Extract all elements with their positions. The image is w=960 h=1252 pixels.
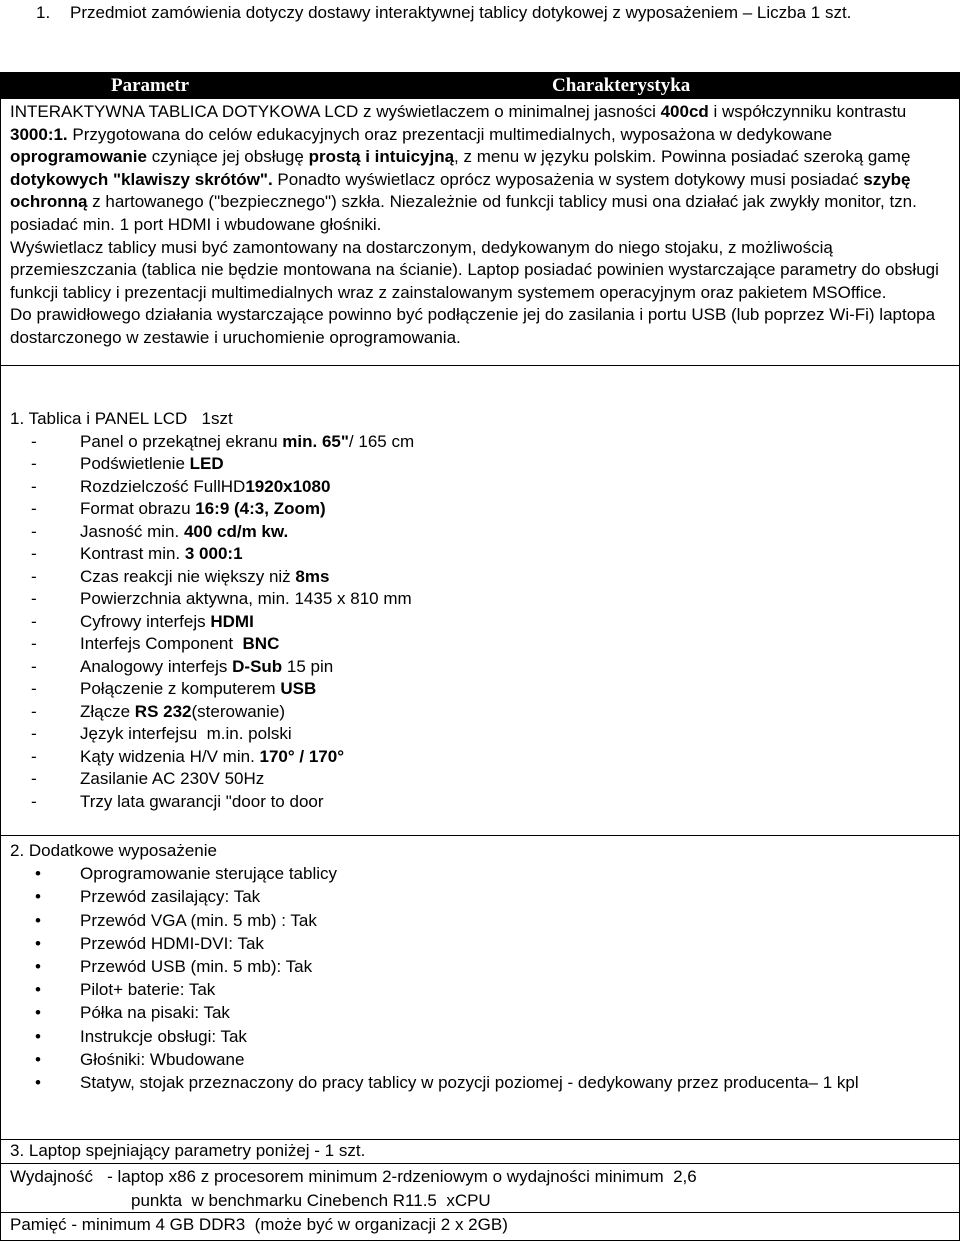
spec-list-item: - Rozdzielczość FullHD1920x1080	[10, 476, 953, 499]
performance-line-2: punkta w benchmarku Cinebench R11.5 xCPU	[131, 1191, 491, 1210]
spec-list-item: - Analogowy interfejs D-Sub 15 pin	[10, 656, 953, 679]
equipment-list-item: • Oprogramowanie sterujące tablicy	[10, 862, 953, 885]
spec-list-item: - Jasność min. 400 cd/m kw.	[10, 521, 953, 544]
equipment-list-item: • Statyw, stojak przeznaczony do pracy tablicy w pozycji poziomej - dedykowany przez producenta– 1 kpl	[10, 1071, 953, 1094]
spec-list-item: - Złącze RS 232(sterowanie)	[10, 701, 953, 724]
header-charakterystyka: Charakterystyka	[552, 75, 691, 96]
equipment-list-item: • Przewód USB (min. 5 mb): Tak	[10, 955, 953, 978]
equipment-list-item: • Półka na pisaki: Tak	[10, 1001, 953, 1024]
equipment-list-item: • Głośniki: Wbudowane	[10, 1048, 953, 1071]
equipment-list-item: • Pilot+ baterie: Tak	[10, 978, 953, 1001]
spec-list-item: - Panel o przekątnej ekranu min. 65"/ 165 cm	[10, 431, 953, 454]
section-3-title: 3. Laptop spejniający parametry poniżej - 1 szt.	[1, 1140, 959, 1164]
specification-table	[0, 72, 960, 1241]
spec-list-item: - Kąty widzenia H/V min. 170° / 170°	[10, 746, 953, 769]
spec-list-item: - Język interfejsu m.in. polski	[10, 723, 953, 746]
section-1-list	[10, 431, 953, 814]
heading-number: 1.	[36, 3, 51, 22]
spec-list-item: - Cyfrowy interfejs HDMI	[10, 611, 953, 634]
performance-line-1: Wydajność - laptop x86 z procesorem minimum 2-rdzeniowym o wydajności minimum 2,6	[10, 1167, 697, 1186]
spec-list-item: - Powierzchnia aktywna, min. 1435 x 810 mm	[10, 588, 953, 611]
memory-row: Pamięć - minimum 4 GB DDR3 (może być w organizacji 2 x 2GB)	[1, 1213, 959, 1241]
section-1-cell	[1, 366, 959, 836]
heading-text: Przedmiot zamówienia dotyczy dostawy interaktywnej tablicy dotykowej z wyposażeniem – Liczba 1 szt.	[70, 3, 852, 22]
equipment-list-item: • Przewód zasilający: Tak	[10, 885, 953, 908]
equipment-list-item: • Instrukcje obsługi: Tak	[10, 1025, 953, 1048]
spec-list-item: - Format obrazu 16:9 (4:3, Zoom)	[10, 498, 953, 521]
performance-row	[1, 1164, 959, 1213]
section-2-list	[10, 862, 953, 1094]
equipment-list-item: • Przewód VGA (min. 5 mb) : Tak	[10, 909, 953, 932]
section-2-cell	[1, 836, 959, 1140]
spec-list-item: - Podświetlenie LED	[10, 453, 953, 476]
spec-list-item: - Interfejs Component BNC	[10, 633, 953, 656]
spec-list-item: - Trzy lata gwarancji "door to door	[10, 791, 953, 814]
section-2-title: 2. Dodatkowe wyposażenie	[10, 841, 217, 860]
spec-list-item: - Połączenie z komputerem USB	[10, 678, 953, 701]
equipment-list-item: • Przewód HDMI-DVI: Tak	[10, 932, 953, 955]
description-paragraph-1: INTERAKTYWNA TABLICA DOTYKOWA LCD z wyświetlaczem o minimalnej jasności 400cd i współczynniku kontrastu 3000:1. Przygotowana do celów edukacyjnych oraz prezentacji multimedialnych, wyposażona w dedykowane oprogramowanie czyniące jej obsługę prostą i intuicyjną, z menu w języku polskim. Powinna posiadać szeroką gamę dotykowych "klawiszy skrótów". Ponadto wyświetlacz oprócz wyposażenia w system dotykowy musi posiadać szybę ochronną z hartowanego ("bezpiecznego") szkła. Niezależnie od funkcji tablicy musi ona działać jak zwykły monitor, tzn. posiadać min. 1 port HDMI i wbudowane głośniki.	[10, 102, 917, 234]
description-paragraph-2: Wyświetlacz tablicy musi być zamontowany na dostarczonym, dedykowanym do niego stojaku, z możliwością przemieszczania (tablica nie będzie montowana na ścianie). Laptop posiadać powinien wystarczające parametry do obsługi funkcji tablicy i prezentacji multimedialnych wraz z zainstalowanym systemem operacyjnym oraz pakietem MSOffice.	[10, 237, 939, 302]
spec-list-item: - Zasilanie AC 230V 50Hz	[10, 768, 953, 791]
table-header	[1, 73, 959, 99]
spec-list-item: - Kontrast min. 3 000:1	[10, 543, 953, 566]
description-cell	[1, 99, 959, 366]
header-parametr: Parametr	[111, 75, 190, 96]
description-paragraph-3: Do prawidłowego działania wystarczające powinno być podłączenie jej do zasilania i portu USB (lub poprzez Wi-Fi) laptopa dostarczonego w zestawie i uruchomienie oprogramowania.	[10, 305, 936, 347]
spec-list-item: - Czas reakcji nie większy niż 8ms	[10, 566, 953, 589]
section-1-title: 1. Tablica i PANEL LCD 1szt	[10, 409, 233, 428]
